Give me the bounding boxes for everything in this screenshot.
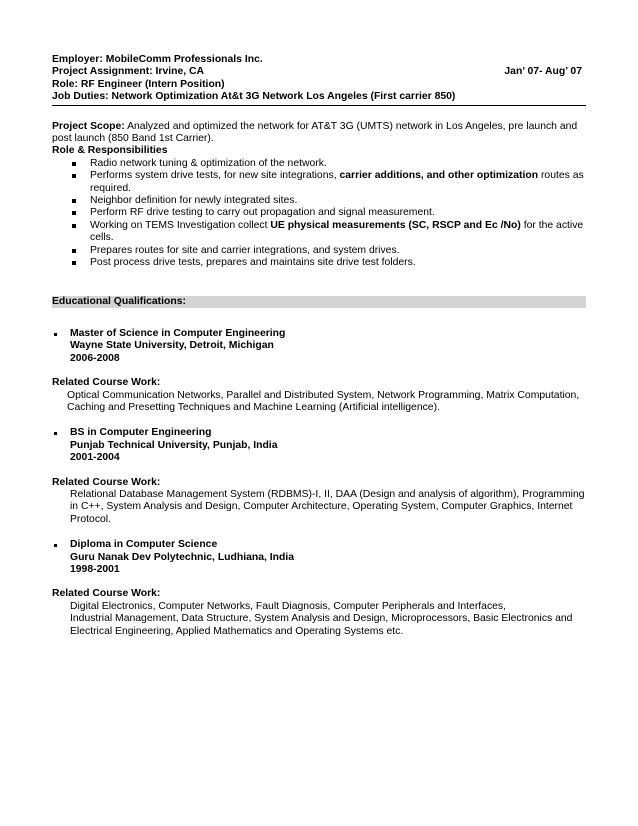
bullet-square-icon [72,162,76,166]
responsibilities-list [52,158,586,270]
bullet-square-icon [54,544,57,547]
coursework-heading: Related Course Work: [52,476,161,488]
bullet-square-icon [72,174,76,178]
list-item: Working on TEMS Investigation collect UE physical measurements (SC, RSCP and Ec /No) for the active cells. [52,220,586,245]
role-line: Role: RF Engineer (Intern Position) [52,78,225,90]
project-scope [52,121,586,146]
list-item: Prepares routes for site and carrier integrations, and system drives. [52,245,586,257]
coursework-text: Relational Database Management System (RDBMS)-I, II, DAA (Design and analysis of algorithm), Programming in C++, System Analysis and Design, Computer Architecture, Operating System, Computer Graphics, Internet Protocol. [70,488,585,525]
list-item: Post process drive tests, prepares and maintains site drive test folders. [52,257,586,269]
degree-years: 1998-2001 [70,564,120,575]
bullet-square-icon [54,432,57,435]
list-item: Neighbor definition for newly integrated sites. [52,195,586,207]
employment-header [52,54,586,106]
coursework-heading: Related Course Work: [52,377,161,389]
coursework-line: Industrial Management, Data Structure, System Analysis and Design, Microprocessors, Basic Electronics and Electrical Engineering, Applied Mathematics and Operating Systems etc. [70,613,573,637]
coursework-heading: Related Course Work: [52,588,161,600]
project-scope-text: Analyzed and optimized the network for AT&T 3G (UMTS) network in Los Angeles, pre launch and post launch (850 Band 1st Carrier). [52,120,578,145]
degree-years: 2001-2004 [70,452,120,464]
degree-years: 2006-2008 [70,352,120,364]
project-assignment: Project Assignment: Irvine, CA [52,66,205,78]
degree-title: BS in Computer Engineering [70,427,212,439]
coursework-line: Digital Electronics, Computer Networks, Fault Diagnosis, Computer Peripherals and Interfaces, [70,600,507,612]
bullet-square-icon [54,333,57,336]
project-scope-label: Project Scope: [52,120,125,132]
degree-entry [52,539,586,576]
degree-school: Wayne State University, Detroit, Michigan [70,340,274,352]
job-duties-line: Job Duties: Network Optimization At&t 3G Network Los Angeles (First carrier 850) [52,91,456,103]
degree-entry [52,427,586,464]
degree-entry [52,328,586,365]
bullet-square-icon [72,249,76,253]
list-item: Radio network tuning & optimization of the network. [52,158,586,170]
education-heading: Educational Qualifications: [52,296,586,308]
degree-title: Master of Science in Computer Engineering [70,327,286,339]
project-assignment-row [52,66,586,78]
bullet-square-icon [72,261,76,265]
degree-school: Guru Nanak Dev Polytechnic, Ludhiana, India [70,551,295,563]
degree-title: Diploma in Computer Science [70,539,218,551]
bullet-square-icon [72,224,76,228]
coursework-text [52,601,586,638]
employment-dates: Jan’ 07- Aug’ 07 [504,66,582,78]
list-item: Performs system drive tests, for new site integrations, carrier additions, and other optimization routes as required. [52,170,586,195]
responsibilities-heading: Role & Responsibilities [52,145,168,157]
coursework-text: Optical Communication Networks, Parallel and Distributed System, Network Programming, Matrix Computation, Caching and Presetting Techniques and Machine Learning (Artificial intelligence). [67,389,580,413]
employer-line: Employer: MobileComm Professionals Inc. [52,54,263,65]
degree-school: Punjab Technical University, Punjab, India [70,439,278,451]
bullet-square-icon [72,199,76,203]
list-item: Perform RF drive testing to carry out propagation and signal measurement. [52,207,586,219]
bullet-square-icon [72,211,76,215]
